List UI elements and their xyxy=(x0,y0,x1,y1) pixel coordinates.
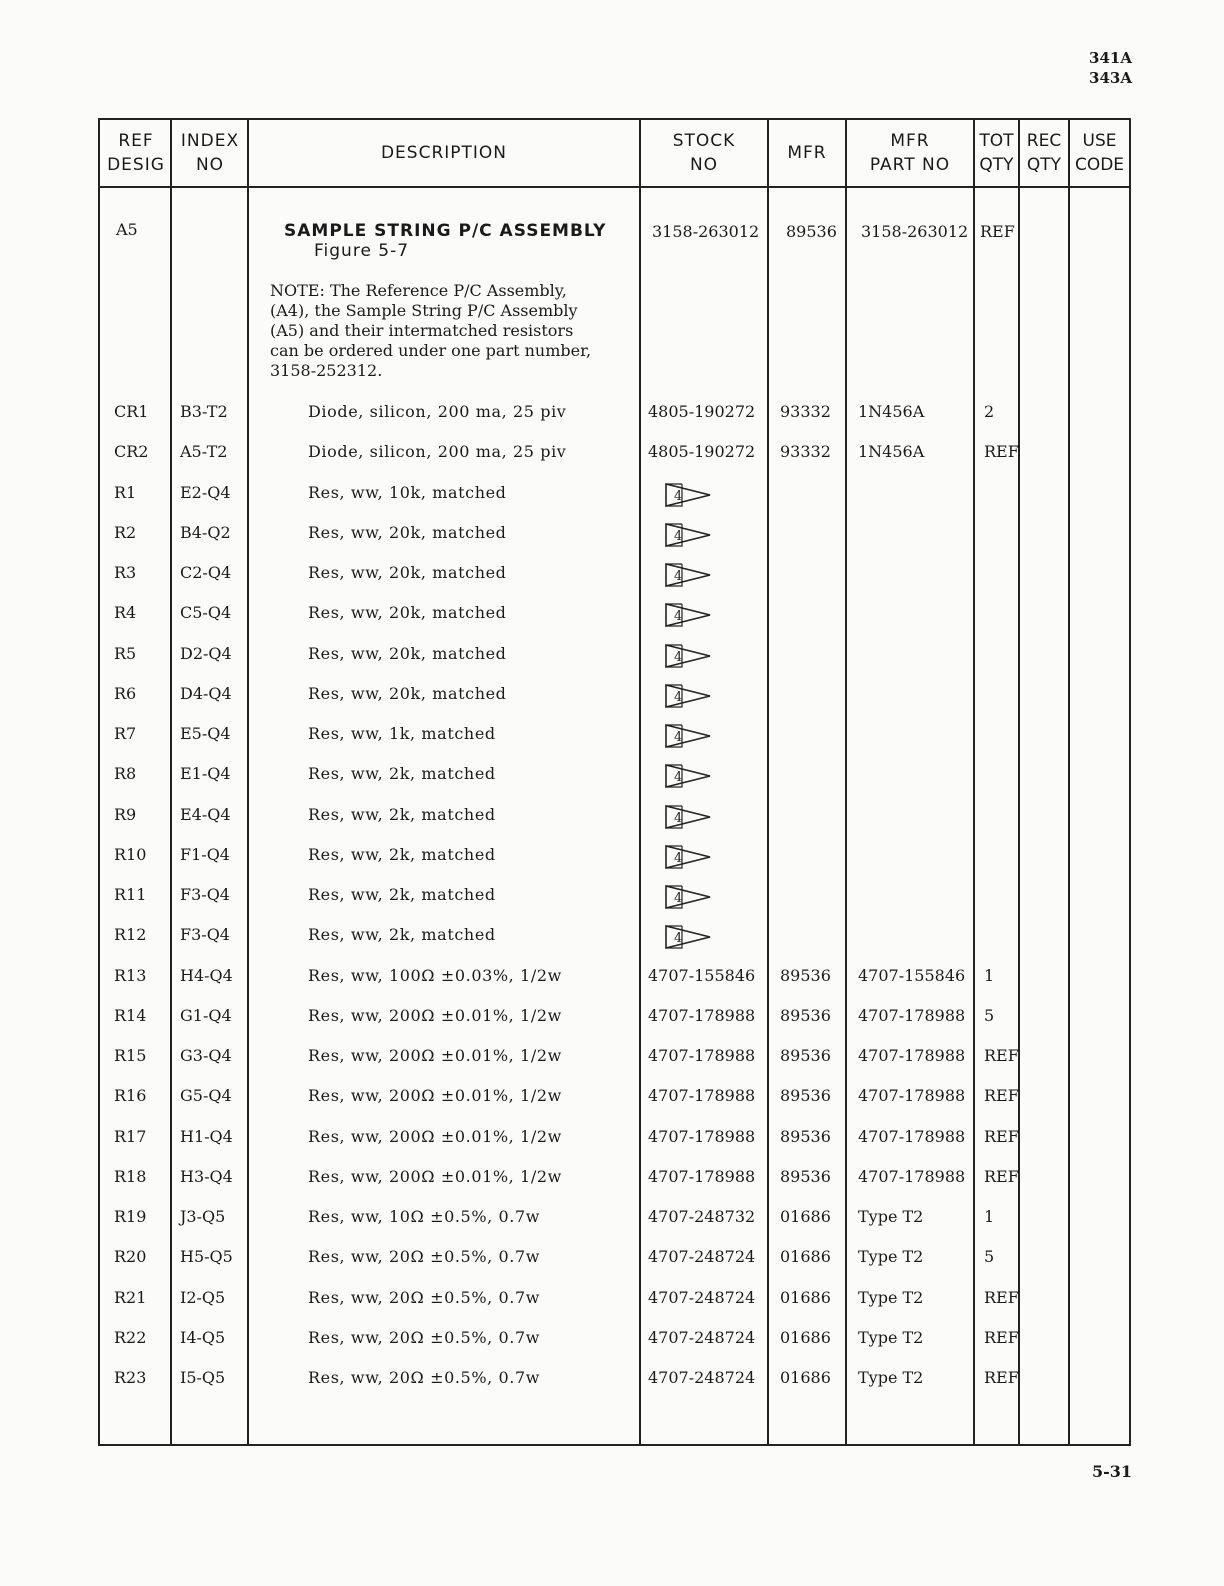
cell-tot-qty: REF xyxy=(984,1167,1019,1186)
cell-ref-desig: R13 xyxy=(114,966,147,985)
column-divider xyxy=(1068,120,1070,1444)
header-index-no: INDEX NO xyxy=(180,131,240,175)
note-line: (A5) and their intermatched resistors xyxy=(270,321,574,340)
note-reference-triangle-icon xyxy=(664,481,714,513)
cell-mfr-part-no: 4707-178988 xyxy=(858,1086,966,1105)
cell-description: Res, ww, 20k, matched xyxy=(308,563,507,582)
cell-stock-no: 4805-190272 xyxy=(648,442,756,461)
note-reference-triangle-icon xyxy=(664,521,714,553)
svg-text:4: 4 xyxy=(674,489,683,504)
cell-ref-desig: R10 xyxy=(114,845,147,864)
cell-tot-qty: REF xyxy=(984,1127,1019,1146)
cell-stock-no: 4707-248724 xyxy=(648,1247,756,1266)
cell-ref-desig: R23 xyxy=(114,1368,147,1387)
cell-stock-no: 4707-248732 xyxy=(648,1207,756,1226)
svg-text:4: 4 xyxy=(674,690,683,705)
cell-index-no: J3-Q5 xyxy=(180,1207,226,1226)
cell-description: Res, ww, 20Ω ±0.5%, 0.7w xyxy=(308,1288,541,1307)
cell-description: Res, ww, 10k, matched xyxy=(308,483,507,502)
cell-index-no: I5-Q5 xyxy=(180,1368,226,1387)
cell-index-no: I2-Q5 xyxy=(180,1288,226,1307)
svg-text:4: 4 xyxy=(674,891,683,906)
cell-mfr-part-no: Type T2 xyxy=(858,1207,924,1226)
cell-ref-desig: R3 xyxy=(114,563,137,582)
page-number: 5-31 xyxy=(1091,1462,1132,1481)
cell-index-no: D4-Q4 xyxy=(180,684,232,703)
cell-stock-no: 4707-248724 xyxy=(648,1328,756,1347)
note-reference-triangle-icon xyxy=(664,642,714,674)
header-ref-desig: REF DESIG xyxy=(107,131,165,175)
note-reference-triangle-icon xyxy=(664,843,714,875)
cell-stock-no: 4707-178988 xyxy=(648,1127,756,1146)
cell-description: Res, ww, 20Ω ±0.5%, 0.7w xyxy=(308,1247,541,1266)
svg-text:4: 4 xyxy=(674,529,683,544)
assembly-tot-qty: REF xyxy=(980,222,1015,241)
cell-ref-desig: R20 xyxy=(114,1247,147,1266)
cell-description: Res, ww, 2k, matched xyxy=(308,845,496,864)
cell-ref-desig: R6 xyxy=(114,684,137,703)
cell-tot-qty: 2 xyxy=(984,402,995,421)
cell-mfr-part-no: 4707-178988 xyxy=(858,1127,966,1146)
svg-text:4: 4 xyxy=(674,811,683,826)
cell-mfr-part-no: 4707-178988 xyxy=(858,1167,966,1186)
cell-tot-qty: 1 xyxy=(984,1207,995,1226)
cell-ref-desig: CR2 xyxy=(114,442,149,461)
cell-description: Res, ww, 20k, matched xyxy=(308,523,507,542)
cell-ref-desig: R5 xyxy=(114,644,137,663)
cell-mfr-part-no: 4707-178988 xyxy=(858,1006,966,1025)
cell-index-no: F3-Q4 xyxy=(180,885,230,904)
note-reference-triangle-icon xyxy=(664,883,714,915)
column-divider xyxy=(170,120,172,1444)
header-divider xyxy=(100,186,1129,188)
cell-index-no: G5-Q4 xyxy=(180,1086,232,1105)
cell-stock-no: 4805-190272 xyxy=(648,402,756,421)
cell-index-no: C2-Q4 xyxy=(180,563,232,582)
cell-description: Diode, silicon, 200 ma, 25 piv xyxy=(308,442,567,461)
svg-text:4: 4 xyxy=(674,609,683,624)
cell-stock-no: 4707-178988 xyxy=(648,1046,756,1065)
cell-description: Res, ww, 2k, matched xyxy=(308,885,496,904)
column-divider xyxy=(639,120,641,1444)
note-line: can be ordered under one part number, xyxy=(270,341,592,360)
cell-description: Diode, silicon, 200 ma, 25 piv xyxy=(308,402,567,421)
cell-description: Res, ww, 2k, matched xyxy=(308,925,496,944)
cell-index-no: B3-T2 xyxy=(180,402,228,421)
cell-mfr: 89536 xyxy=(780,1006,831,1025)
cell-description: Res, ww, 20k, matched xyxy=(308,644,507,663)
cell-mfr: 01686 xyxy=(780,1207,831,1226)
cell-description: Res, ww, 100Ω ±0.03%, 1/2w xyxy=(308,966,562,985)
cell-mfr-part-no: Type T2 xyxy=(858,1328,924,1347)
cell-index-no: H3-Q4 xyxy=(180,1167,233,1186)
column-divider xyxy=(845,120,847,1444)
parts-list-table xyxy=(98,118,1131,1446)
cell-description: Res, ww, 200Ω ±0.01%, 1/2w xyxy=(308,1086,562,1105)
cell-tot-qty: 5 xyxy=(984,1247,995,1266)
cell-ref-desig: R8 xyxy=(114,764,137,783)
svg-text:4: 4 xyxy=(674,770,683,785)
cell-index-no: E5-Q4 xyxy=(180,724,231,743)
header-stock-no: STOCK NO xyxy=(672,131,736,175)
cell-description: Res, ww, 200Ω ±0.01%, 1/2w xyxy=(308,1006,562,1025)
cell-tot-qty: 5 xyxy=(984,1006,995,1025)
cell-stock-no: 4707-178988 xyxy=(648,1167,756,1186)
cell-description: Res, ww, 200Ω ±0.01%, 1/2w xyxy=(308,1127,562,1146)
cell-mfr-part-no: Type T2 xyxy=(858,1247,924,1266)
assembly-title: SAMPLE STRING P/C ASSEMBLY xyxy=(284,221,607,241)
column-divider xyxy=(767,120,769,1444)
cell-tot-qty: 1 xyxy=(984,966,995,985)
cell-stock-no: 4707-178988 xyxy=(648,1006,756,1025)
cell-mfr: 89536 xyxy=(780,1046,831,1065)
cell-index-no: B4-Q2 xyxy=(180,523,231,542)
cell-ref-desig: R9 xyxy=(114,805,137,824)
header-rec-qty: REC QTY xyxy=(1026,131,1062,175)
cell-index-no: I4-Q5 xyxy=(180,1328,226,1347)
note-line: 3158-252312. xyxy=(270,361,383,380)
header-mfr: MFR xyxy=(787,143,827,163)
cell-ref-desig: R22 xyxy=(114,1328,147,1347)
column-divider xyxy=(973,120,975,1444)
note-line: NOTE: The Reference P/C Assembly, xyxy=(270,281,567,300)
cell-description: Res, ww, 20k, matched xyxy=(308,603,507,622)
cell-tot-qty: REF xyxy=(984,1046,1019,1065)
cell-ref-desig: R7 xyxy=(114,724,137,743)
header-tot-qty: TOT QTY xyxy=(979,131,1014,175)
assembly-mfr: 89536 xyxy=(786,222,837,241)
cell-index-no: H1-Q4 xyxy=(180,1127,233,1146)
cell-ref-desig: R4 xyxy=(114,603,137,622)
cell-ref-desig: R11 xyxy=(114,885,147,904)
model-line-2: 343A xyxy=(1089,69,1132,87)
svg-text:4: 4 xyxy=(674,569,683,584)
cell-index-no: A5-T2 xyxy=(180,442,228,461)
cell-description: Res, ww, 10Ω ±0.5%, 0.7w xyxy=(308,1207,541,1226)
cell-index-no: F3-Q4 xyxy=(180,925,230,944)
cell-tot-qty: REF xyxy=(984,1368,1019,1387)
model-numbers xyxy=(1089,48,1132,88)
cell-stock-no: 4707-178988 xyxy=(648,1086,756,1105)
cell-index-no: E4-Q4 xyxy=(180,805,231,824)
cell-mfr-part-no: 4707-155846 xyxy=(858,966,966,985)
assembly-note xyxy=(270,281,591,381)
note-reference-triangle-icon xyxy=(664,561,714,593)
assembly-stock-no: 3158-263012 xyxy=(652,222,760,241)
cell-mfr-part-no: 1N456A xyxy=(858,442,925,461)
cell-ref-desig: R18 xyxy=(114,1167,147,1186)
cell-description: Res, ww, 2k, matched xyxy=(308,805,496,824)
header-mfr-part-no: MFR PART NO xyxy=(869,131,951,175)
cell-tot-qty: REF xyxy=(984,1288,1019,1307)
note-line: (A4), the Sample String P/C Assembly xyxy=(270,301,578,320)
cell-mfr: 01686 xyxy=(780,1328,831,1347)
cell-description: Res, ww, 1k, matched xyxy=(308,724,496,743)
cell-index-no: H5-Q5 xyxy=(180,1247,233,1266)
model-line-1: 341A xyxy=(1089,49,1132,67)
cell-tot-qty: REF xyxy=(984,1086,1019,1105)
cell-index-no: D2-Q4 xyxy=(180,644,232,663)
cell-mfr: 89536 xyxy=(780,966,831,985)
cell-ref-desig: R2 xyxy=(114,523,137,542)
cell-ref-desig: R17 xyxy=(114,1127,147,1146)
cell-ref-desig: R12 xyxy=(114,925,147,944)
cell-stock-no: 4707-248724 xyxy=(648,1368,756,1387)
cell-mfr: 93332 xyxy=(780,402,831,421)
cell-mfr: 93332 xyxy=(780,442,831,461)
cell-mfr-part-no: Type T2 xyxy=(858,1288,924,1307)
assembly-mfr-part: 3158-263012 xyxy=(861,222,969,241)
cell-index-no: E1-Q4 xyxy=(180,764,231,783)
cell-mfr-part-no: 1N456A xyxy=(858,402,925,421)
cell-mfr: 01686 xyxy=(780,1288,831,1307)
cell-index-no: H4-Q4 xyxy=(180,966,233,985)
cell-index-no: F1-Q4 xyxy=(180,845,230,864)
cell-index-no: E2-Q4 xyxy=(180,483,231,502)
cell-tot-qty: REF xyxy=(984,1328,1019,1347)
cell-mfr-part-no: 4707-178988 xyxy=(858,1046,966,1065)
note-reference-triangle-icon xyxy=(664,682,714,714)
svg-text:4: 4 xyxy=(674,931,683,946)
cell-ref-desig: CR1 xyxy=(114,402,149,421)
header-description: DESCRIPTION xyxy=(380,143,508,163)
cell-mfr-part-no: Type T2 xyxy=(858,1368,924,1387)
cell-ref-desig: R16 xyxy=(114,1086,147,1105)
column-divider xyxy=(247,120,249,1444)
note-reference-triangle-icon xyxy=(664,722,714,754)
cell-mfr: 89536 xyxy=(780,1086,831,1105)
cell-mfr: 01686 xyxy=(780,1368,831,1387)
column-divider xyxy=(1018,120,1020,1444)
note-reference-triangle-icon xyxy=(664,803,714,835)
cell-description: Res, ww, 20Ω ±0.5%, 0.7w xyxy=(308,1368,541,1387)
cell-ref-desig: R15 xyxy=(114,1046,147,1065)
cell-ref-desig: R19 xyxy=(114,1207,147,1226)
note-reference-triangle-icon xyxy=(664,923,714,955)
cell-ref-desig: R21 xyxy=(114,1288,147,1307)
cell-ref-desig: R14 xyxy=(114,1006,147,1025)
cell-stock-no: 4707-248724 xyxy=(648,1288,756,1307)
note-reference-triangle-icon xyxy=(664,762,714,794)
cell-tot-qty: REF xyxy=(984,442,1019,461)
cell-index-no: G3-Q4 xyxy=(180,1046,232,1065)
cell-description: Res, ww, 200Ω ±0.01%, 1/2w xyxy=(308,1046,562,1065)
header-use-code: USE CODE xyxy=(1074,131,1125,175)
svg-text:4: 4 xyxy=(674,851,683,866)
cell-description: Res, ww, 20Ω ±0.5%, 0.7w xyxy=(308,1328,541,1347)
assembly-figure: Figure 5-7 xyxy=(314,241,410,261)
cell-description: Res, ww, 200Ω ±0.01%, 1/2w xyxy=(308,1167,562,1186)
cell-ref-desig: R1 xyxy=(114,483,137,502)
note-reference-triangle-icon xyxy=(664,601,714,633)
svg-text:4: 4 xyxy=(674,650,683,665)
cell-description: Res, ww, 2k, matched xyxy=(308,764,496,783)
cell-stock-no: 4707-155846 xyxy=(648,966,756,985)
svg-text:4: 4 xyxy=(674,730,683,745)
cell-mfr: 89536 xyxy=(780,1127,831,1146)
cell-description: Res, ww, 20k, matched xyxy=(308,684,507,703)
cell-mfr: 89536 xyxy=(780,1167,831,1186)
assembly-ref: A5 xyxy=(116,220,138,239)
cell-index-no: G1-Q4 xyxy=(180,1006,232,1025)
cell-mfr: 01686 xyxy=(780,1247,831,1266)
cell-index-no: C5-Q4 xyxy=(180,603,232,622)
